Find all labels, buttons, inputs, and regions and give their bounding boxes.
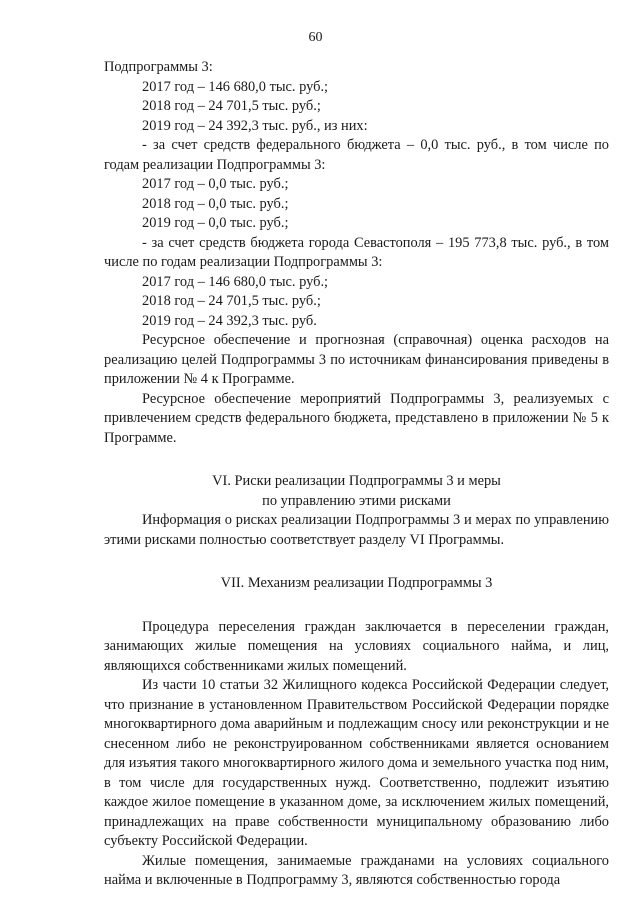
list-line: 2017 год – 0,0 тыс. руб.; <box>142 176 289 192</box>
heading-line: VII. Механизм реализации Подпрограммы 3 <box>220 575 493 591</box>
list-line: 2018 год – 0,0 тыс. руб.; <box>142 195 289 212</box>
paragraph: Подпрограммы 3: <box>104 59 213 75</box>
list-line: 2019 год – 24 392,3 тыс. руб. <box>142 312 317 329</box>
paragraph: Из части 10 статьи 32 Жилищного кодекса Российской Федерации следует, что признание в установленном Правительством Российской Федерации порядке многоквартирного дома аварийным и подлежащим сносу или реконструкции и не снесенном либо не реконструированном собственниками является основанием для изъятия такого многоквартирного жилого дома и земельного участка под ним, в том числе для государственных нужд. Соответственно, подлежит изъятию каждое жилое помещение в указанном доме, за исключением жилых помещений, принадлежащих на праве собственности муниципальному образованию либо субъекту Российской Федерации. <box>104 677 609 849</box>
paragraph: - за счет средств бюджета города Севастополя – 195 773,8 тыс. руб., в том числе по годам реализации Подпрограммы 3: <box>104 234 609 270</box>
heading-line: по управлению этими рисками <box>262 492 451 509</box>
paragraph: - за счет средств федерального бюджета – 0,0 тыс. руб., в том числе по годам реализации Подпрограммы 3: <box>104 137 609 173</box>
page-number: 60 <box>308 30 323 45</box>
list-line: 2017 год – 146 680,0 тыс. руб.; <box>142 78 329 95</box>
heading-line: VI. Риски реализации Подпрограммы 3 и меры <box>212 473 501 489</box>
list-line: 2019 год – 0,0 тыс. руб.; <box>142 215 289 231</box>
list-line: 2017 год – 146 680,0 тыс. руб.; <box>142 273 329 290</box>
list-line: 2018 год – 24 701,5 тыс. руб.; <box>142 98 321 114</box>
paragraph: Процедура переселения граждан заключается в переселении граждан, занимающих жилые помещения на условиях социального найма, и лиц, являющихся собственниками жилых помещений. <box>104 618 609 674</box>
paragraph: Информация о рисках реализации Подпрограммы 3 и мерах по управлению этими рисками полностью соответствует разделу VI Программы. <box>104 512 609 548</box>
paragraph: Жилые помещения, занимаемые гражданами на условиях социального найма и включенные в Подпрограмму 3, являются собственностью города <box>104 852 609 888</box>
paragraph: Ресурсное обеспечение и прогнозная (справочная) оценка расходов на реализацию целей Подпрограммы 3 по источникам финансирования приведены в приложении № 4 к Программе. <box>104 332 609 387</box>
list-line: 2018 год – 24 701,5 тыс. руб.; <box>142 293 321 309</box>
section-heading <box>104 574 609 594</box>
page-body <box>104 58 609 891</box>
list-line: 2019 год – 24 392,3 тыс. руб., из них: <box>142 117 368 134</box>
section-heading <box>104 472 609 511</box>
paragraph: Ресурсное обеспечение мероприятий Подпрограммы 3, реализуемых с привлечением средств федерального бюджета, представлено в приложении № 5 к Программе. <box>104 390 609 446</box>
